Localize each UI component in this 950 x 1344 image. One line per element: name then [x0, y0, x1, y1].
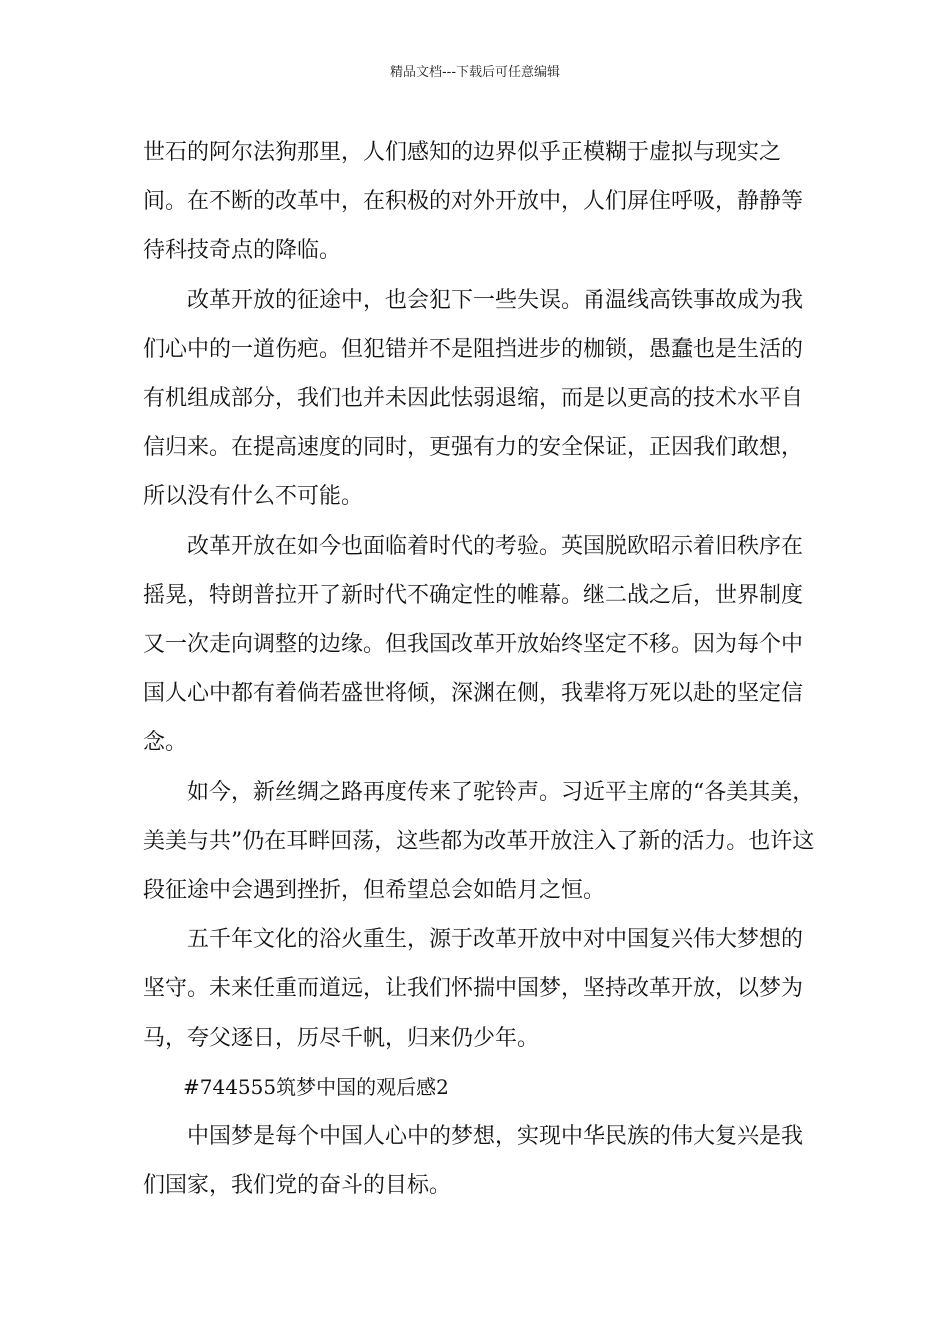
section-title: #744555筑梦中国的观后感2 — [183, 1074, 449, 1099]
page-header: 精品文档---下载后可任意编辑 — [389, 65, 561, 80]
paragraph-continued: 世石的阿尔法狗那里，人们感知的边界似乎正模糊于虚拟与现实之间。在不断的改革中，在积极的对外开放中，人们屏住呼吸，静静等待科技奇点的降临。 — [143, 140, 804, 264]
paragraph: 如今，新丝绸之路再度传来了驼铃声。习近平主席的“各美其美，美美与共”仍在耳畔回荡，这些都为改革开放注入了新的活力。也许这段征途中会遇到挫折，但希望总会如皓月之恒。 — [143, 779, 815, 904]
paragraph: 五千年文化的浴火重生，源于改革开放中对中国复兴伟大梦想的坚守。未来任重而道远，让我们怀揣中国梦，坚持改革开放，以梦为马，夸父逐日，历尽千帆，归来仍少年。 — [143, 927, 804, 1051]
document-body — [143, 128, 823, 1210]
paragraph: 改革开放在如今也面临着时代的考验。英国脱欧昭示着旧秩序在摇晃，特朗普拉开了新时代不确定性的帷幕。继二战之后，世界制度又一次走向调整的边缘。但我国改革开放始终坚定不移。因为每个中国人心中都有着倘若盛世将倾，深渊在侧，我辈将万死以赴的坚定信念。 — [143, 533, 804, 756]
paragraph: 改革开放的征途中，也会犯下一些失误。甬温线高铁事故成为我们心中的一道伤疤。但犯错并不是阻挡进步的枷锁，愚蠢也是生活的有机组成部分，我们也并未因此怯弱退缩，而是以更高的技术水平自信归来。在提高速度的同时，更强有力的安全保证，正因我们敢想，所以没有什么不可能。 — [143, 287, 804, 510]
paragraph: 中国梦是每个中国人心中的梦想，实现中华民族的伟大复兴是我们国家，我们党的奋斗的目标。 — [143, 1124, 804, 1199]
